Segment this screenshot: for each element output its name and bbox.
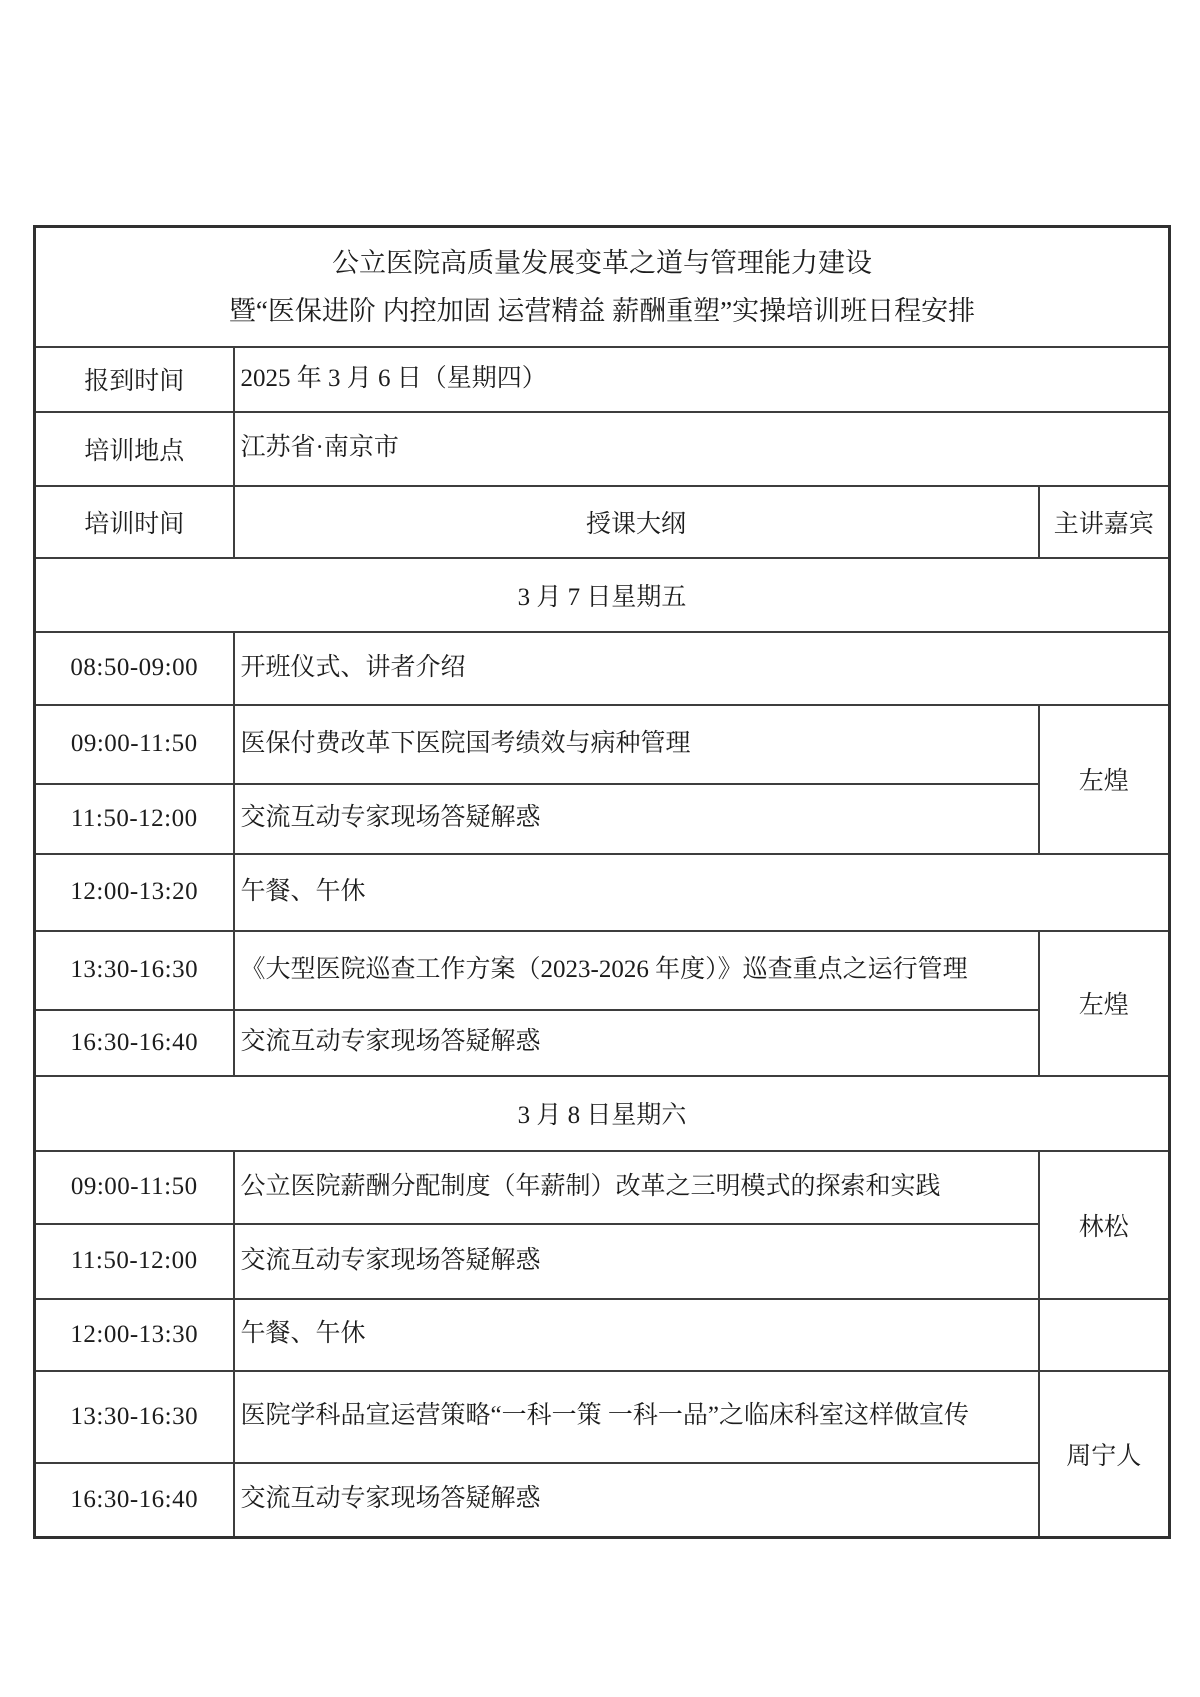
- day2-banner: 3 月 8 日星期六: [35, 1076, 1170, 1151]
- day1-banner: 3 月 7 日星期五: [35, 558, 1170, 632]
- day1-banner-row: [35, 558, 1170, 632]
- time-cell: 16:30-16:40: [35, 1463, 234, 1538]
- time-cell: 09:00-11:50: [35, 705, 234, 784]
- topic-cell: 开班仪式、讲者介绍: [234, 632, 1170, 705]
- location-value: 江苏省·南京市: [234, 412, 1170, 486]
- topic-cell: 午餐、午休: [234, 1299, 1039, 1371]
- time-cell: 12:00-13:20: [35, 854, 234, 931]
- time-cell: 16:30-16:40: [35, 1010, 234, 1076]
- column-header-speaker: 主讲嘉宾: [1039, 486, 1170, 558]
- title-line-2: 暨“医保进阶 内控加固 运营精益 薪酬重塑”实操培训班日程安排: [228, 295, 976, 326]
- topic-cell: 交流互动专家现场答疑解惑: [234, 784, 1039, 854]
- schedule-row: [35, 784, 1170, 854]
- speaker-cell: 林松: [1039, 1151, 1170, 1299]
- day2-banner-row: [35, 1076, 1170, 1151]
- topic-cell: 交流互动专家现场答疑解惑: [234, 1224, 1039, 1299]
- time-cell: 11:50-12:00: [35, 1224, 234, 1299]
- checkin-row: [35, 347, 1170, 412]
- time-cell: 08:50-09:00: [35, 632, 234, 705]
- schedule-row: [35, 1371, 1170, 1463]
- schedule-row: [35, 705, 1170, 784]
- topic-cell: 公立医院薪酬分配制度（年薪制）改革之三明模式的探索和实践: [234, 1151, 1039, 1224]
- column-header-outline: 授课大纲: [234, 486, 1039, 558]
- schedule-row: [35, 931, 1170, 1010]
- column-header-time: 培训时间: [35, 486, 234, 558]
- schedule-row: [35, 632, 1170, 705]
- topic-cell: 交流互动专家现场答疑解惑: [234, 1463, 1039, 1538]
- topic-cell: 交流互动专家现场答疑解惑: [234, 1010, 1039, 1076]
- schedule-row: [35, 1010, 1170, 1076]
- title-line-1: 公立医院高质量发展变革之道与管理能力建设: [332, 247, 872, 278]
- checkin-label: 报到时间: [35, 347, 234, 412]
- time-cell: 09:00-11:50: [35, 1151, 234, 1224]
- topic-cell: 《大型医院巡查工作方案（2023-2026 年度）》巡查重点之运行管理: [234, 931, 1039, 1010]
- schedule-row: [35, 1224, 1170, 1299]
- speaker-cell: 周宁人: [1039, 1371, 1170, 1538]
- checkin-value: 2025 年 3 月 6 日（星期四）: [234, 347, 1170, 412]
- location-label: 培训地点: [35, 412, 234, 486]
- schedule-row: [35, 1299, 1170, 1371]
- time-cell: 13:30-16:30: [35, 1371, 234, 1463]
- schedule-row: [35, 1463, 1170, 1538]
- time-cell: 12:00-13:30: [35, 1299, 234, 1371]
- schedule-row: [35, 1151, 1170, 1224]
- column-header-row: [35, 486, 1170, 558]
- topic-cell: 午餐、午休: [234, 854, 1170, 931]
- time-cell: 13:30-16:30: [35, 931, 234, 1010]
- topic-cell: 医保付费改革下医院国考绩效与病种管理: [234, 705, 1039, 784]
- speaker-cell-empty: [1039, 1299, 1170, 1371]
- training-schedule-table: [33, 225, 1171, 1539]
- schedule-row: [35, 854, 1170, 931]
- time-cell: 11:50-12:00: [35, 784, 234, 854]
- document-title: [35, 227, 1170, 347]
- title-row: [35, 227, 1170, 347]
- location-row: [35, 412, 1170, 486]
- speaker-cell: 左煌: [1039, 705, 1170, 854]
- topic-cell: 医院学科品宣运营策略“一科一策 一科一品”之临床科室这样做宣传: [234, 1371, 1039, 1463]
- speaker-cell: 左煌: [1039, 931, 1170, 1076]
